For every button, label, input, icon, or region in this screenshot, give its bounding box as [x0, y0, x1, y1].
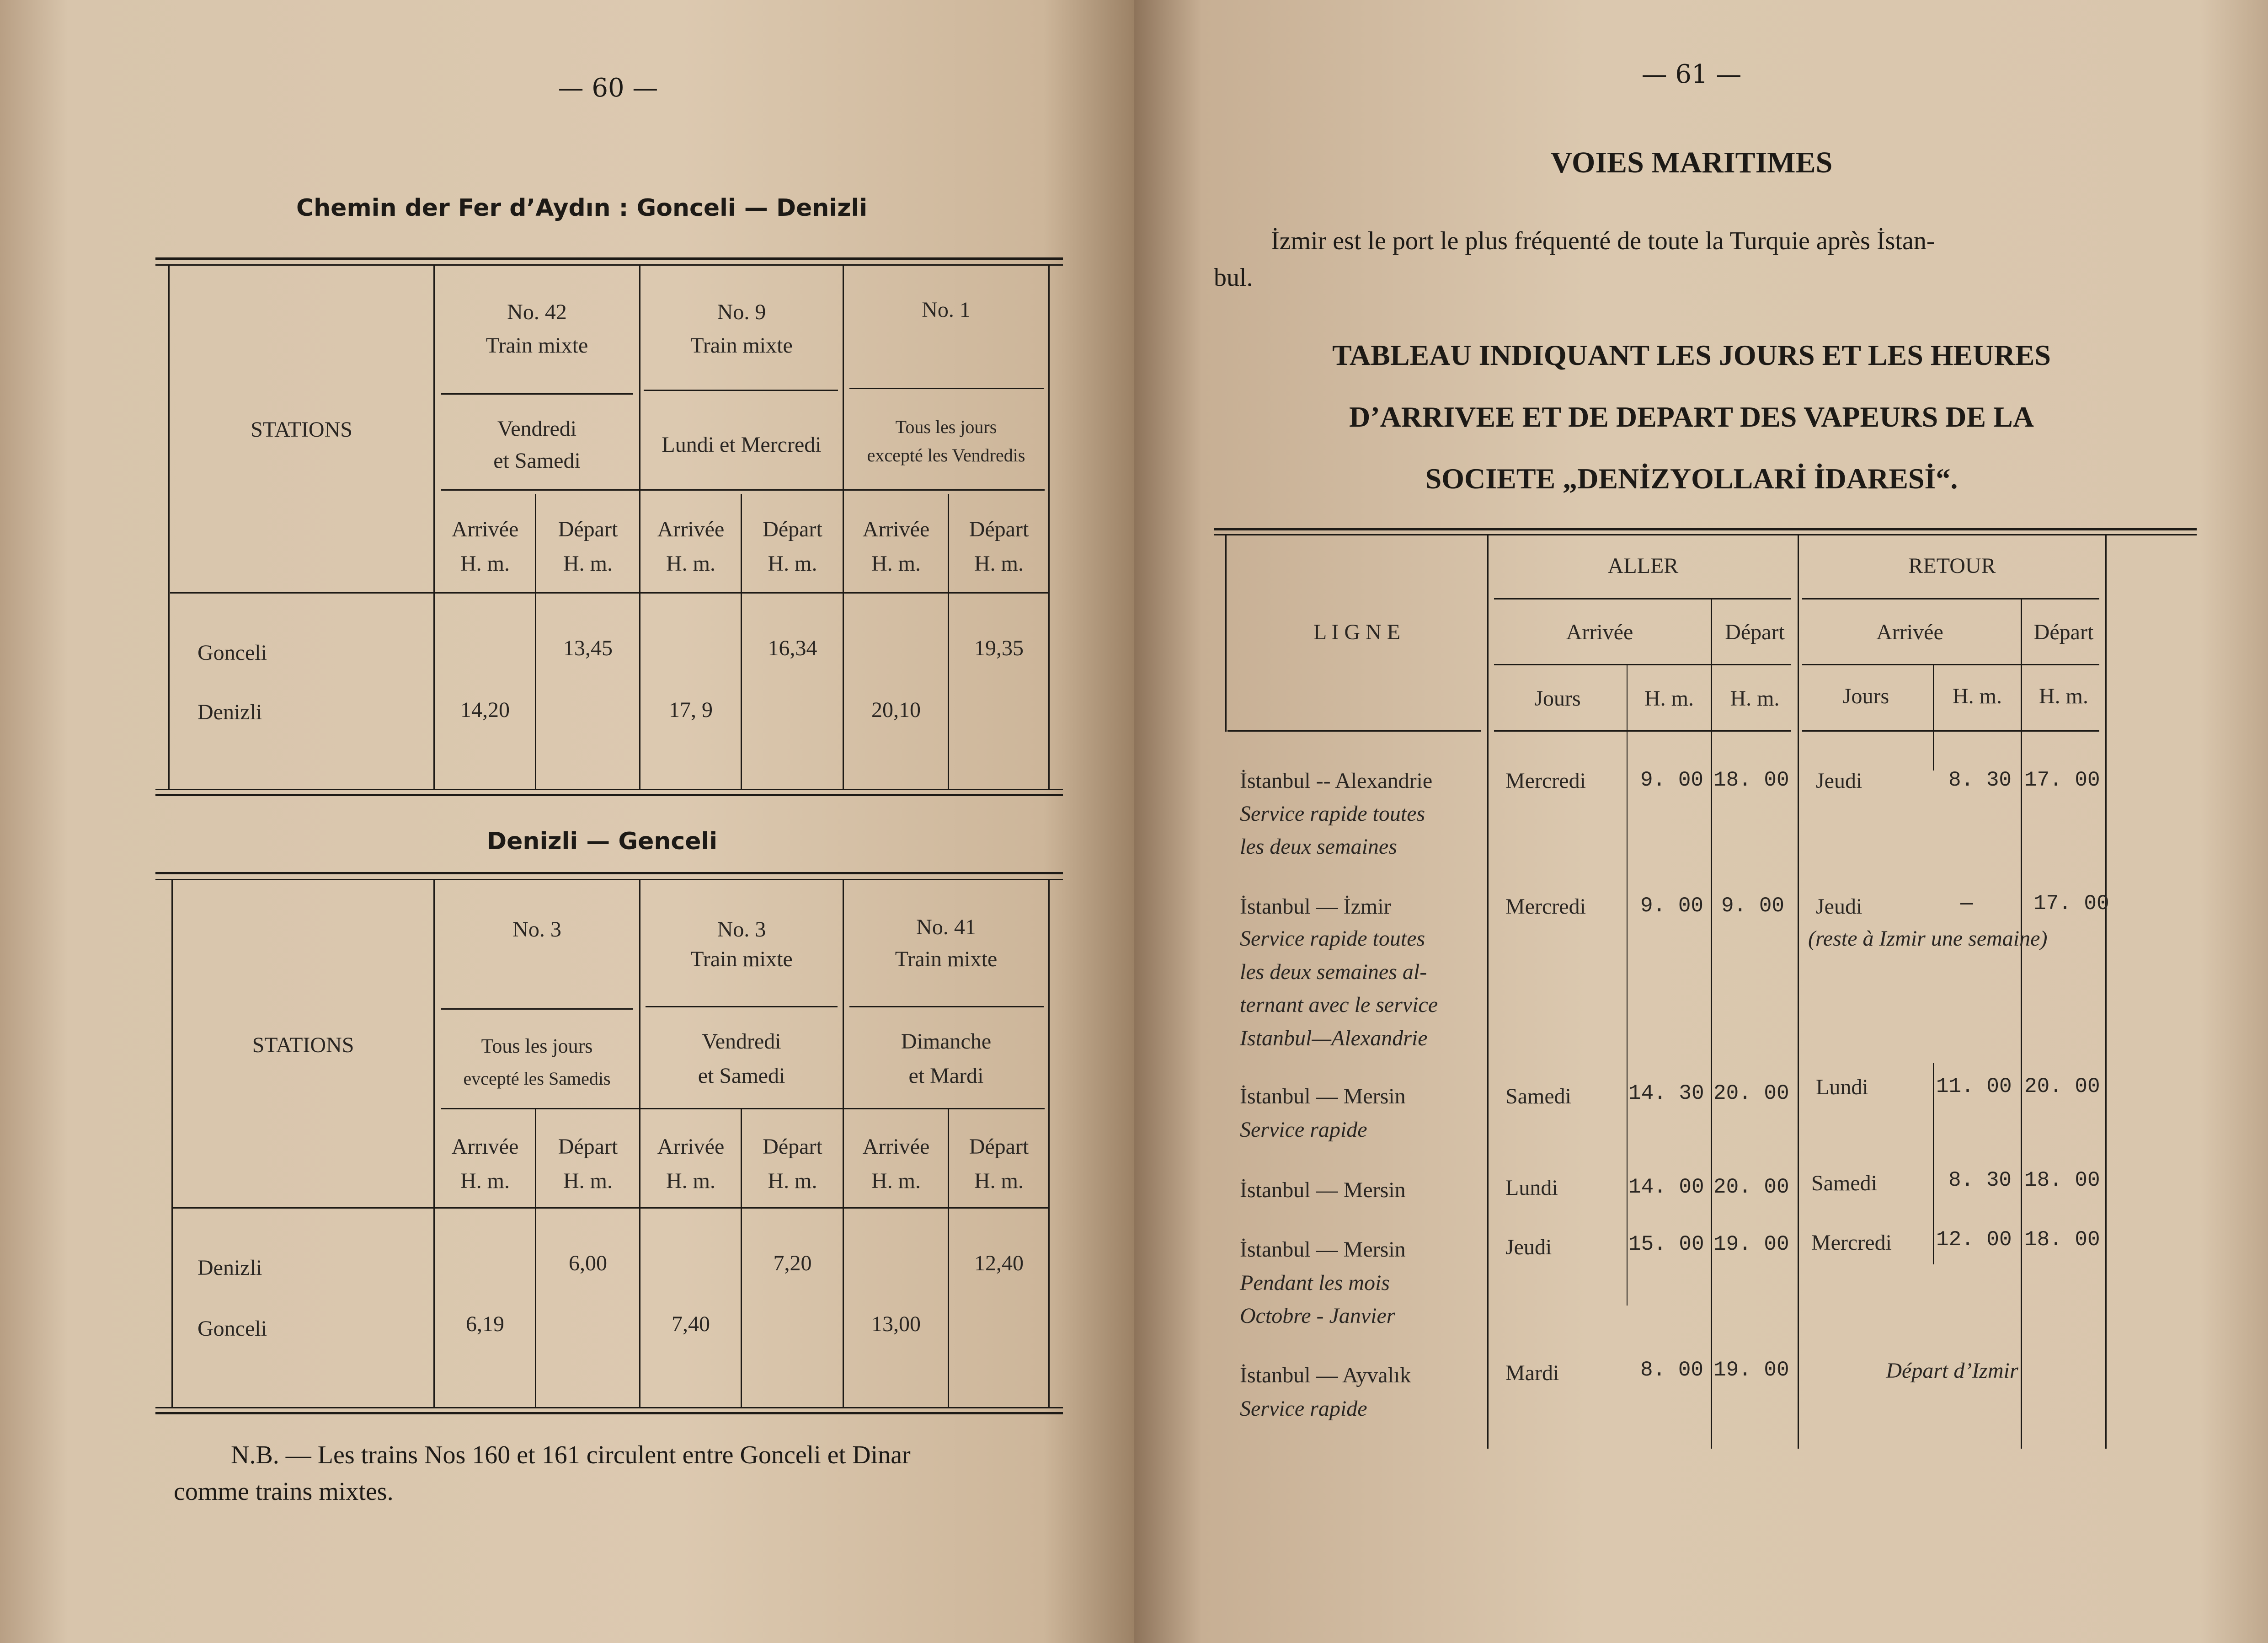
t2-train-type: Train mixte [690, 947, 793, 971]
t1-time: 19,35 [974, 636, 1024, 660]
line-desc: Service rapide [1240, 1118, 1367, 1142]
aller-dep-time: 9. 00 [1721, 894, 1785, 918]
t1-time: 20,10 [871, 698, 921, 722]
retour-jour: Jeudi [1816, 769, 1862, 793]
line-desc: les deux semaines al- [1240, 960, 1427, 984]
aller-depart: Départ [1725, 620, 1785, 644]
t1-train-type: Train mixte [486, 333, 588, 358]
t2-dep: Départ [969, 1135, 1029, 1159]
retour-jour: Samedi [1811, 1171, 1877, 1195]
line-desc: les deux semaines [1240, 835, 1397, 859]
retour-dep-time: 17. 00 [2033, 892, 2109, 915]
t1-time: 13,45 [563, 636, 613, 660]
t1-dep: Départ [558, 517, 618, 541]
line-name: İstanbul -- Alexandrie [1240, 769, 1433, 793]
line-desc: ternant avec le service [1240, 993, 1438, 1017]
t2-days: Vendredi [702, 1029, 781, 1054]
aller-dep-time: 20. 00 [1713, 1081, 1789, 1105]
footnote-line: comme trains mixtes. [174, 1477, 394, 1506]
t1-time: 17, 9 [669, 698, 713, 722]
retour-jour: Lundi [1816, 1075, 1868, 1099]
aller-time: 9. 00 [1640, 768, 1704, 792]
t1-dep: Départ [763, 517, 822, 541]
aller-dep-hm: H. m. [1730, 686, 1780, 711]
t2-arr: Arrivée [657, 1135, 725, 1159]
t1-hm: H. m. [974, 551, 1024, 576]
t1-hm: H. m. [563, 551, 613, 576]
t1-hm: H. m. [460, 551, 510, 576]
t1-station: Gonceli [197, 641, 267, 665]
retour-time: 8. 30 [1948, 1168, 2012, 1192]
intro-line: bul. [1214, 263, 1253, 292]
t1-station: Denizli [197, 700, 262, 724]
line-desc: Service rapide [1240, 1397, 1367, 1421]
line-desc: Service rapide toutes [1240, 802, 1425, 826]
aller-dep-time: 19. 00 [1713, 1232, 1789, 1256]
t2-dep: Départ [558, 1135, 618, 1159]
t2-train-no: No. 3 [717, 917, 766, 942]
aller-time: 14. 00 [1628, 1175, 1704, 1199]
aller-hm: H. m. [1644, 686, 1694, 711]
retour-jours: Jours [1842, 684, 1889, 708]
t1-days: Lundi et Mercredi [662, 433, 822, 457]
t2-hm: H. m. [563, 1169, 613, 1193]
t1-arr: Arrivée [657, 517, 725, 541]
retour-time: 12. 00 [1936, 1228, 2012, 1252]
t2-arr: Arrıvée [451, 1135, 519, 1159]
retour-jour: Mercredi [1811, 1231, 1892, 1255]
right-page [1134, 0, 2268, 1643]
aller-arrivee: Arrivée [1566, 620, 1633, 644]
line-name: İstanbul — Mersin [1240, 1178, 1406, 1202]
t1-stations-header: STATIONS [251, 417, 352, 442]
t2-days: Tous les jours [481, 1035, 593, 1057]
footnote-line: N.B. — Les trains Nos 160 et 161 circulent entre Gonceli et Dinar [231, 1441, 911, 1469]
retour-dep-time: 18. 00 [2024, 1168, 2100, 1192]
aller-jour: Mercredi [1505, 769, 1586, 793]
line-desc: Octobre - Janvier [1240, 1304, 1395, 1328]
aller-jour: Mercredi [1505, 894, 1586, 919]
retour-arrivee: Arrivée [1876, 620, 1943, 644]
aller-dep-time: 20. 00 [1713, 1175, 1789, 1199]
t1-days: Vendredi [497, 417, 577, 441]
t2-days: Dimanche [901, 1029, 992, 1054]
section-title: VOIES MARITIMES [1550, 146, 1833, 179]
intro-line: İzmir est le port le plus fréquenté de toute la Turquie après İstan- [1271, 227, 1935, 255]
retour-note: (reste à Izmir une semaine) [1808, 926, 2048, 951]
t1-train-no: No. 9 [717, 300, 766, 324]
table-heading: TABLEAU INDIQUANT LES JOURS ET LES HEURES [1332, 339, 2051, 371]
line-desc: Pendant les mois [1240, 1271, 1390, 1295]
table-heading: SOCIETE „DENİZYOLLARİ İDARESİ“. [1425, 462, 1958, 495]
t2-hm: H. m. [974, 1169, 1024, 1193]
aller-dep-time: 19. 00 [1713, 1358, 1789, 1382]
retour-dep-time: 20. 00 [2024, 1075, 2100, 1098]
line-desc: Service rapide toutes [1240, 926, 1425, 951]
aller-jour: Jeudi [1505, 1235, 1552, 1259]
line-desc: Istanbul—Alexandrie [1240, 1026, 1428, 1050]
t1-days: Tous les jours [895, 417, 997, 437]
retour-dep-time: 18. 00 [2024, 1228, 2100, 1252]
table1-title: Chemin der Fer d’Aydın : Gonceli — Denizli [296, 194, 868, 222]
t1-hm: H. m. [768, 551, 817, 576]
aller-dep-time: 18. 00 [1713, 768, 1789, 792]
aller-time: 15. 00 [1628, 1232, 1704, 1256]
retour-depart: Départ [2033, 620, 2094, 644]
aller-jour: Mardi [1505, 1361, 1559, 1385]
line-name: İstanbul — Ayvalık [1240, 1363, 1411, 1387]
t2-hm: H. m. [666, 1169, 715, 1193]
t2-time: 6,00 [569, 1251, 607, 1275]
retour-time: 11. 00 [1936, 1075, 2012, 1098]
t2-hm: H. m. [871, 1169, 921, 1193]
t2-days: et Samedi [698, 1064, 785, 1088]
t2-time: 7,20 [773, 1251, 812, 1275]
t2-hm: H. m. [460, 1169, 510, 1193]
aller-jour: Lundi [1505, 1176, 1558, 1200]
retour-dep-hm: H. m. [2039, 684, 2088, 708]
t1-hm: H. m. [666, 551, 715, 576]
t2-days: evcepté les Samedis [463, 1068, 611, 1089]
t2-days: et Mardi [908, 1064, 984, 1088]
t1-time: 16,34 [768, 636, 817, 660]
retour-note: Départ d’Izmir [1886, 1359, 2018, 1383]
retour-time: — [1960, 892, 1973, 915]
t2-dep: Départ [763, 1135, 822, 1159]
t2-train-no: No. 3 [512, 917, 561, 942]
aller-time: 8. 00 [1640, 1358, 1704, 1382]
line-name: İstanbul — Mersin [1240, 1084, 1406, 1108]
t1-days: et Samedi [493, 449, 581, 473]
ligne-header: L I G N E [1313, 620, 1401, 644]
retour-dep-time: 17. 00 [2024, 768, 2100, 792]
t1-dep: Départ [969, 517, 1029, 541]
t2-arr: Arrivée [862, 1135, 930, 1159]
t2-time: 13,00 [871, 1312, 921, 1336]
t2-time: 6,19 [466, 1312, 504, 1336]
t2-time: 12,40 [974, 1251, 1024, 1275]
table-heading: D’ARRIVEE ET DE DEPART DES VAPEURS DE LA [1349, 401, 2034, 433]
retour-jour: Jeudi [1816, 894, 1862, 919]
aller-jours: Jours [1534, 686, 1581, 711]
t2-station: Gonceli [197, 1317, 267, 1341]
t2-stations-header: STATIONS [252, 1033, 354, 1057]
aller-time: 14. 30 [1628, 1081, 1704, 1105]
page-number-right: — 61 — [1641, 59, 1742, 89]
t1-days: excepté les Vendredis [867, 445, 1025, 466]
table2-title: Denizli — Genceli [487, 828, 718, 855]
aller-header: ALLER [1607, 554, 1679, 578]
retour-header: RETOUR [1908, 554, 1996, 578]
line-name: İstanbul — İzmir [1240, 894, 1391, 919]
t1-train-type: Train mixte [690, 333, 793, 358]
t1-arr: Arrivée [451, 517, 519, 541]
t2-train-type: Train mixte [895, 947, 998, 971]
t1-train-no: No. 1 [922, 298, 971, 322]
t2-hm: H. m. [768, 1169, 817, 1193]
t2-station: Denizli [197, 1256, 262, 1280]
t1-train-no: No. 42 [507, 300, 567, 324]
t1-arr: Arrivée [862, 517, 930, 541]
aller-time: 9. 00 [1640, 894, 1704, 918]
t1-time: 14,20 [460, 698, 510, 722]
retour-hm: H. m. [1953, 684, 2002, 708]
t1-hm: H. m. [871, 551, 921, 576]
aller-jour: Samedi [1505, 1084, 1571, 1108]
t2-time: 7,40 [672, 1312, 710, 1336]
page-number-left: — 60 — [558, 73, 658, 103]
retour-time: 8. 30 [1948, 768, 2012, 792]
t2-train-no: No. 41 [916, 915, 976, 939]
line-name: İstanbul — Mersin [1240, 1237, 1406, 1262]
